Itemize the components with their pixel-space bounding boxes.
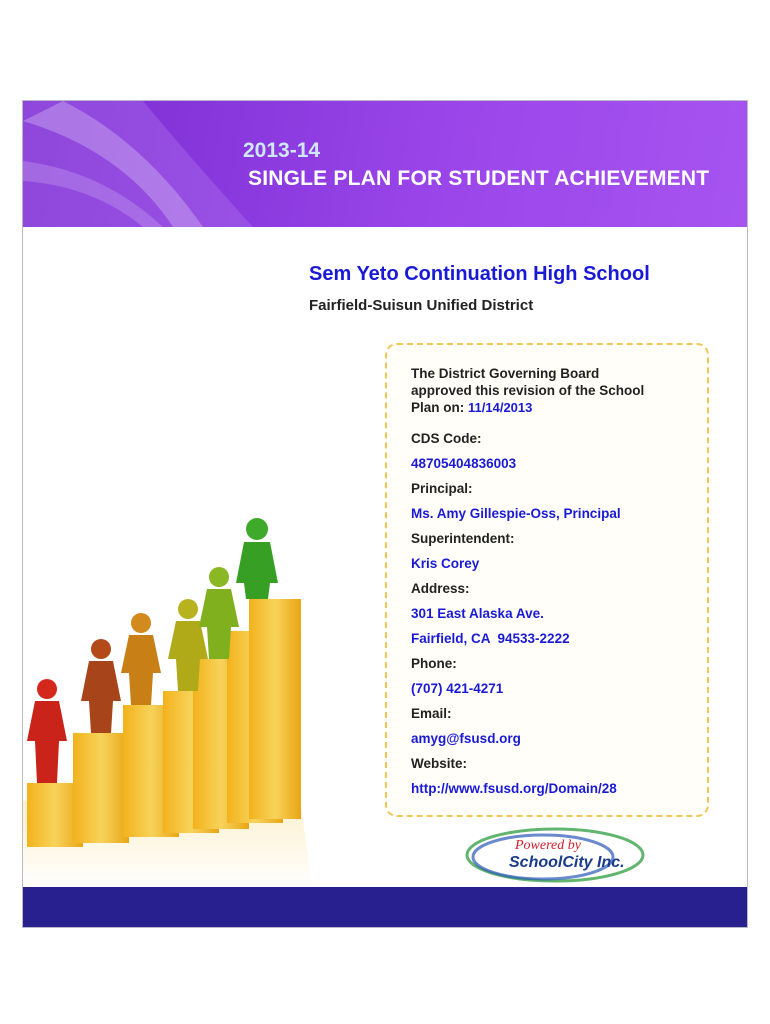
plan-title: SINGLE PLAN FOR STUDENT ACHIEVEMENT (248, 167, 710, 190)
plan-year: 2013-14 (243, 139, 321, 162)
cover-frame (22, 100, 748, 928)
principal-value: Ms. Amy Gillespie-Oss, Principal (411, 506, 621, 521)
address-line-2: Fairfield, CA 94533-2222 (411, 631, 570, 646)
address-label: Address: (411, 581, 470, 596)
orange-figure (121, 613, 161, 705)
school-name: Sem Yeto Continuation High School (309, 263, 650, 285)
superintendent-label: Superintendent: (411, 531, 515, 546)
schoolcity-logo (463, 823, 653, 885)
email-link[interactable]: amyg@fsusd.org (411, 731, 521, 746)
cds-code-label: CDS Code: (411, 431, 482, 446)
email-label: Email: (411, 706, 452, 721)
green-figure (236, 518, 278, 599)
superintendent-value: Kris Corey (411, 556, 480, 571)
brown-figure (81, 639, 121, 733)
svg-text:Powered by: Powered by (515, 838, 581, 853)
approval-statement: The District Governing Board approved this revision of the School Plan on: 11/14/2013 (411, 366, 645, 415)
title-banner (23, 101, 747, 227)
footer-bar (23, 887, 747, 927)
svg-text:SchoolCity Inc.: SchoolCity Inc. (509, 854, 625, 871)
principal-label: Principal: (411, 481, 473, 496)
phone-label: Phone: (411, 656, 457, 671)
cds-code-value: 48705404836003 (411, 456, 517, 471)
address-line-1: 301 East Alaska Ave. (411, 606, 544, 621)
students-on-steps-illustration (23, 501, 313, 891)
phone-value: (707) 421-4271 (411, 681, 504, 696)
banner-swoosh-graphic (23, 101, 747, 227)
website-link[interactable]: http://www.fsusd.org/Domain/28 (411, 781, 617, 796)
approval-date: 11/14/2013 (468, 400, 533, 415)
school-info-box (385, 343, 709, 817)
website-label: Website: (411, 756, 468, 771)
red-figure (27, 679, 67, 783)
district-name: Fairfield-Suisun Unified District (309, 297, 534, 314)
